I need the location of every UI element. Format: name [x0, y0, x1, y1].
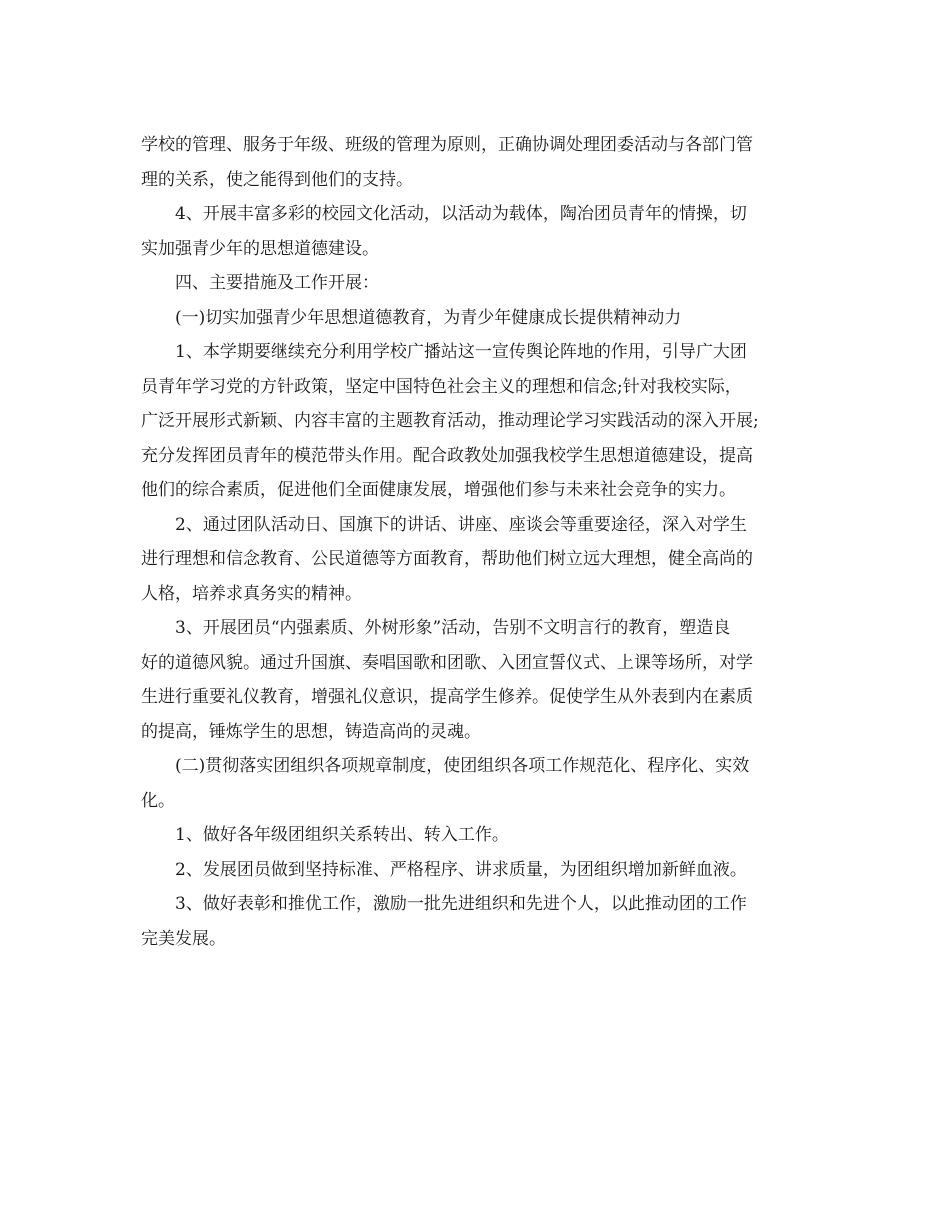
paragraph-start-line: 1、做好各年级团组织关系转出、转入工作。 [175, 825, 509, 845]
paragraph-start-line: 1、本学期要继续充分利用学校广播站这一宣传舆论阵地的作用，引导广大团 [175, 342, 747, 362]
paragraph-start-line: 3、做好表彰和推优工作，激励一批先进组织和先进个人，以此推动团的工作 [175, 894, 747, 914]
text-line: 进行理想和信念教育、公民道德等方面教育，帮助他们树立远大理想，健全高尚的 [141, 549, 753, 569]
paragraph-start-line: 2、通过团队活动日、国旗下的讲话、讲座、座谈会等重要途径，深入对学生 [175, 514, 747, 535]
text-line: 完美发展。 [141, 928, 226, 949]
text-line: 员青年学习党的方针政策，坚定中国特色社会主义的理想和信念;针对我校实际， [141, 376, 742, 397]
text-line: 人格，培养求真务实的精神。 [141, 583, 362, 604]
paragraph-start-line: 4、开展丰富多彩的校园文化活动，以活动为载体，陶冶团员青年的情操，切 [175, 204, 747, 224]
section-heading: 四、主要措施及工作开展： [175, 273, 379, 293]
text-line: 好的道德风貌。通过升国旗、奏唱国歌和团歌、入团宣誓仪式、上课等场所，对学 [141, 652, 753, 673]
paragraph-start-line: 2、发展团员做到坚持标准、严格程序、讲求质量，为团组织增加新鲜血液。 [175, 859, 747, 880]
text-line: 化。 [141, 790, 175, 811]
text-line: 充分发挥团员青年的模范带头作用。配合政教处加强我校学生思想道德建设，提高 [141, 445, 753, 466]
subsection-heading: (二)贯彻落实团组织各项规章制度，使团组织各项工作规范化、程序化、实效 [175, 756, 750, 776]
text-line: 学校的管理、服务于年级、班级的管理为原则，正确协调处理团委活动与各部门管 [141, 135, 753, 155]
text-line: 他们的综合素质，促进他们全面健康发展，增强他们参与未来社会竞争的实力。 [141, 480, 736, 500]
document-body [141, 128, 821, 956]
paragraph-start-line: 3、开展团员“内强素质、外树形象”活动，告别不文明言行的教育，塑造良 [175, 618, 731, 638]
text-line: 理的关系，使之能得到他们的支持。 [141, 169, 413, 190]
text-line: 实加强青少年的思想道德建设。 [141, 238, 379, 259]
subsection-heading: (一)切实加强青少年思想道德教育，为青少年健康成长提供精神动力 [175, 307, 682, 328]
text-line: 广泛开展形式新颖、内容丰富的主题教育活动，推动理论学习实践活动的深入开展; [141, 411, 759, 431]
text-line: 生进行重要礼仪教育，增强礼仪意识，提高学生修养。促使学生从外表到内在素质 [141, 687, 753, 707]
text-line: 的提高，锤炼学生的思想，铸造高尚的灵魂。 [141, 721, 481, 742]
